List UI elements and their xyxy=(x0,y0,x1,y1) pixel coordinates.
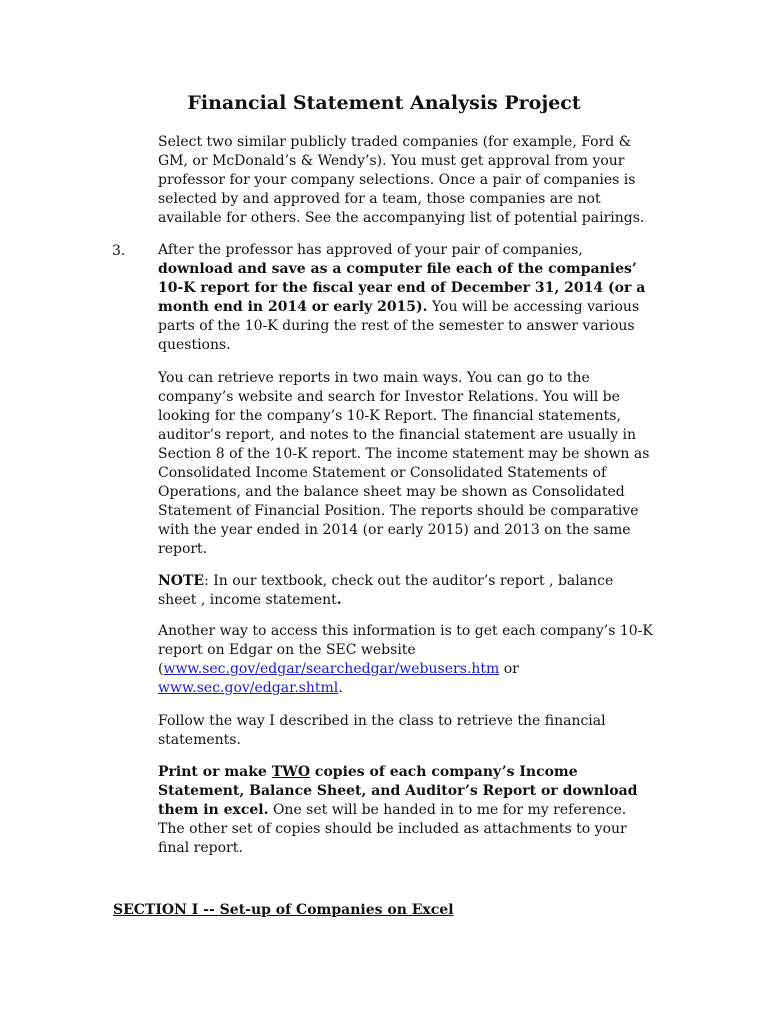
retrieve-paragraph: You can retrieve reports in two main ways. You can go to the company’s website and search for Investor Relations. You will be looking for the company’s 10-K Report. The financial statements, auditor’s report, and notes to the financial statement are usually in Section 8 of the 10-K report. The income statement may be shown as Consolidated Income Statement or Consolidated Statements of Operations, and the balance sheet may be shown as Consolidated Statement of Financial Position. The reports should be comparative with the year ended in 2014 (or early 2015) and 2013 on the same report. xyxy=(158,370,650,557)
edgar-home-link[interactable]: www.sec.gov/edgar.shtml xyxy=(158,680,339,696)
item-3-intro: After the professor has approved of your pair of companies, xyxy=(158,242,583,258)
edgar-search-link[interactable]: www.sec.gov/edgar/searchedgar/webusers.htm xyxy=(163,661,500,677)
item-3-paragraph xyxy=(158,241,656,355)
print-paragraph xyxy=(158,763,656,858)
edgar-text-3: . xyxy=(338,680,343,696)
list-number: 3. xyxy=(112,243,126,259)
print-rest: One set will be handed in to me for my reference. The other set of copies should be included as attachments to your final report. xyxy=(158,802,627,856)
item-3-bold-instruction: download and save as a computer file each of the companies’ 10-K report for the fiscal year end of December 31, 2014 (or a month end in 2014 or early 2015). xyxy=(158,261,646,315)
edgar-text-2: or xyxy=(499,661,519,677)
section-heading: SECTION I -- Set-up of Companies on Excel xyxy=(113,902,454,918)
follow-paragraph: Follow the way I described in the class to retrieve the financial statements. xyxy=(158,713,606,748)
note-text: : In our textbook, check out the auditor’s report , balance sheet , income statement xyxy=(158,573,614,608)
note-label: NOTE xyxy=(158,573,205,589)
note-paragraph xyxy=(158,572,656,610)
item-3-rest: You will be accessing various parts of the 10-K during the rest of the semester to answer various questions. xyxy=(158,299,640,353)
note-end: . xyxy=(336,592,342,608)
print-bold-2: copies of each company’s Income Statement, Balance Sheet, and Auditor’s Report or download them in excel. xyxy=(158,764,638,818)
edgar-paragraph xyxy=(158,622,656,698)
page-title: Financial Statement Analysis Project xyxy=(187,92,581,114)
intro-paragraph: Select two similar publicly traded companies (for example, Ford & GM, or McDonald’s & Wendy’s). You must get approval from your professor for your company selections. Once a pair of companies is selected by and approved for a team, those companies are not available for others. See the accompanying list of potential pairings. xyxy=(158,134,645,226)
print-bold-1: Print or make xyxy=(158,764,272,780)
print-two-underlined: TWO xyxy=(271,764,311,780)
edgar-text-1: Another way to access this information is to get each company’s 10-K report on Edgar on the SEC website ( xyxy=(158,623,653,677)
